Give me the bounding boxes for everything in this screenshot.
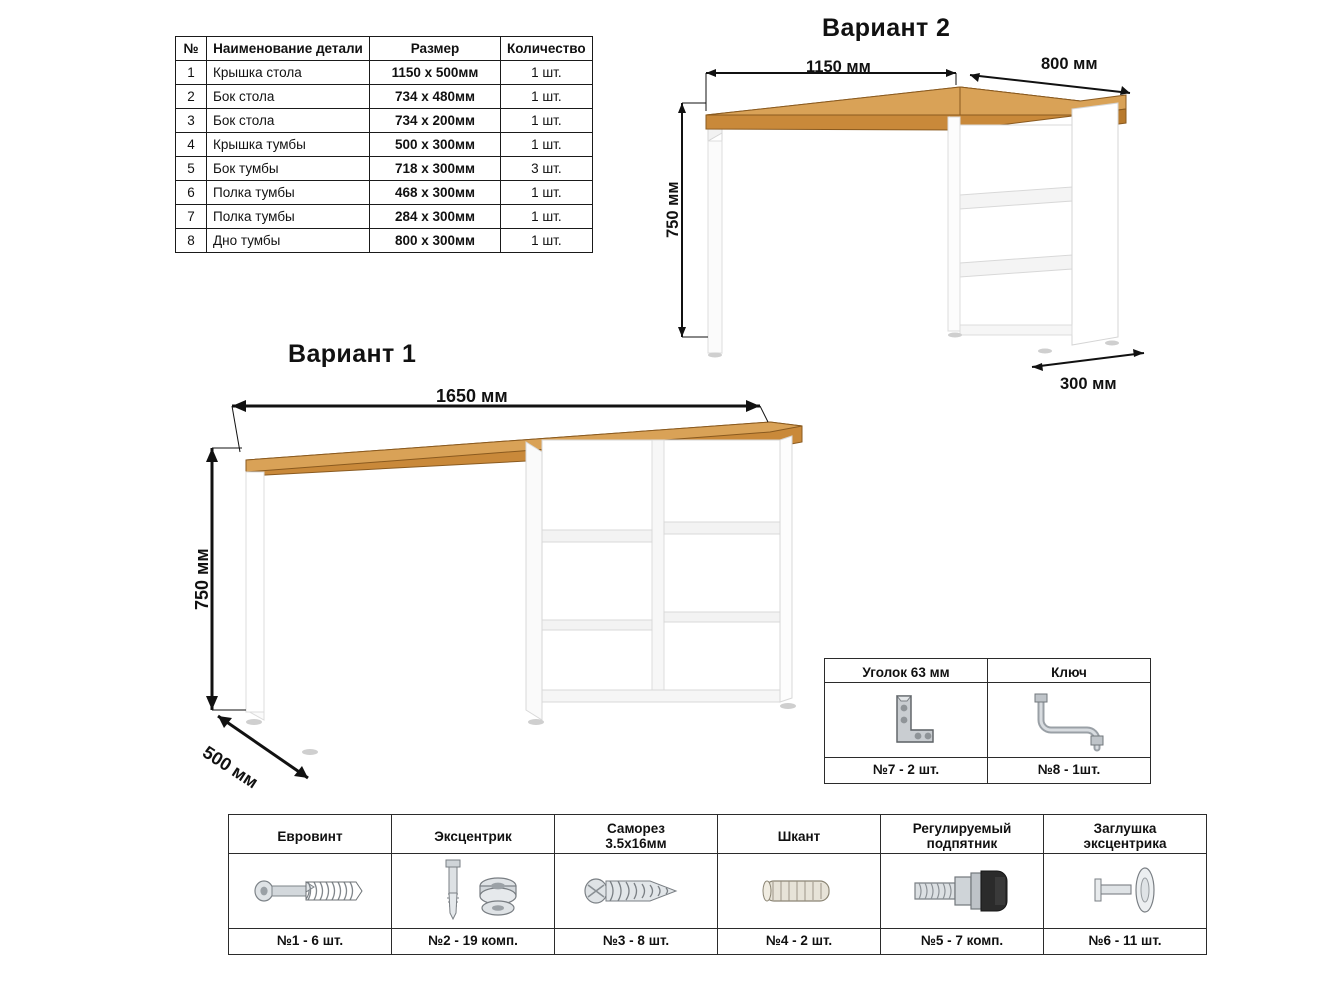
table-row <box>176 205 593 229</box>
hardware-title-row <box>229 815 1207 854</box>
cam-cover-cell <box>1044 854 1207 929</box>
cell-size: 734 х 200мм <box>370 109 501 133</box>
col-header-name: Наименование детали <box>207 37 370 61</box>
euro-screw-cell <box>229 854 392 929</box>
hardware-title-cam-cover <box>1044 815 1207 854</box>
hardware-qty-adjustable-foot: №5 - 7 комп. <box>881 929 1044 955</box>
dowel-icon <box>751 871 847 911</box>
cell-size: 1150 х 500мм <box>370 61 501 85</box>
euro-screw-icon <box>248 869 372 913</box>
hex-key-icon <box>1019 688 1119 752</box>
hardware-title-euro-screw: Евровинт <box>229 815 392 854</box>
cell-qty: 1 шт. <box>501 109 593 133</box>
col-header-qty: Количество <box>501 37 593 61</box>
cell-name: Бок стола <box>207 109 370 133</box>
cell-size: 800 х 300мм <box>370 229 501 253</box>
table-row <box>176 229 593 253</box>
col-header-size: Размер <box>370 37 501 61</box>
adjustable-foot-cell <box>881 854 1044 929</box>
hardware-title-hex-key: Ключ <box>988 659 1151 683</box>
screw-title-line2: 3.5x16мм <box>605 836 667 851</box>
cell-qty: 1 шт. <box>501 181 593 205</box>
cell-name: Крышка тумбы <box>207 133 370 157</box>
cell-name: Бок стола <box>207 85 370 109</box>
cell-name: Бок тумбы <box>207 157 370 181</box>
cover-title-line2: эксцентрика <box>1083 836 1167 851</box>
hardware-image-row <box>229 854 1207 929</box>
hardware-qty-row <box>229 929 1207 955</box>
variant2-drawing <box>660 55 1180 415</box>
variant1-drawing <box>190 380 830 800</box>
cell-num: 2 <box>176 85 207 109</box>
cam-cover-icon <box>1075 863 1175 919</box>
screw-title-line1: Саморез <box>607 821 665 836</box>
cell-qty: 1 шт. <box>501 229 593 253</box>
corner-bracket-cell <box>825 683 988 758</box>
cell-name: Крышка стола <box>207 61 370 85</box>
variant1-illustration <box>190 380 830 800</box>
cell-name: Полка тумбы <box>207 181 370 205</box>
hardware-qty-cam-lock: №2 - 19 комп. <box>392 929 555 955</box>
table-row <box>176 133 593 157</box>
adjustable-foot-icon <box>907 863 1017 919</box>
hardware-table-bottom <box>228 814 1207 955</box>
hardware-qty-euro-screw: №1 - 6 шт. <box>229 929 392 955</box>
cell-qty: 1 шт. <box>501 133 593 157</box>
foot-title-line2: подпятник <box>926 836 998 851</box>
variant1-width-label: 1650 мм <box>436 386 508 406</box>
hardware-title-cam-lock: Эксцентрик <box>392 815 555 854</box>
cell-size: 284 х 300мм <box>370 205 501 229</box>
foot-title-line1: Регулируемый <box>912 821 1012 836</box>
cell-num: 5 <box>176 157 207 181</box>
cell-num: 1 <box>176 61 207 85</box>
table-header-row <box>176 37 593 61</box>
variant2-depth-label: 800 мм <box>1041 55 1098 73</box>
hardware-title-corner-bracket: Уголок 63 мм <box>825 659 988 683</box>
cell-num: 6 <box>176 181 207 205</box>
cell-size: 734 х 480мм <box>370 85 501 109</box>
hardware-title-adjustable-foot <box>881 815 1044 854</box>
hardware-title-row <box>825 659 1151 683</box>
hardware-qty-cam-cover: №6 - 11 шт. <box>1044 929 1207 955</box>
cam-lock-cell <box>392 854 555 929</box>
cell-name: Дно тумбы <box>207 229 370 253</box>
hardware-qty-row <box>825 758 1151 784</box>
variant1-height-label: 750 мм <box>192 548 212 610</box>
cell-qty: 3 шт. <box>501 157 593 181</box>
cell-num: 4 <box>176 133 207 157</box>
hardware-qty-dowel: №4 - 2 шт. <box>718 929 881 955</box>
variant2-illustration <box>660 55 1180 415</box>
variant2-title: Вариант 2 <box>822 14 951 42</box>
hardware-qty-self-tapping-screw: №3 - 8 шт. <box>555 929 718 955</box>
cell-size: 718 х 300мм <box>370 157 501 181</box>
cell-name: Полка тумбы <box>207 205 370 229</box>
hardware-title-self-tapping-screw <box>555 815 718 854</box>
self-tapping-screw-cell <box>555 854 718 929</box>
hex-key-cell <box>988 683 1151 758</box>
cell-qty: 1 шт. <box>501 61 593 85</box>
parts-table <box>175 36 593 253</box>
variant1-depth-label: 500 мм <box>199 742 262 793</box>
table-row <box>176 85 593 109</box>
hardware-qty-corner-bracket: №7 - 2 шт. <box>825 758 988 784</box>
variant2-bottom-label: 300 мм <box>1060 375 1117 393</box>
variant2-height-label: 750 мм <box>664 181 682 238</box>
variant2-width-label: 1150 мм <box>806 58 871 76</box>
cover-title-line1: Заглушка <box>1093 821 1157 836</box>
hardware-qty-hex-key: №8 - 1шт. <box>988 758 1151 784</box>
hardware-table-top <box>824 658 1151 784</box>
cell-qty: 1 шт. <box>501 85 593 109</box>
hardware-image-row <box>825 683 1151 758</box>
cell-num: 7 <box>176 205 207 229</box>
table-row <box>176 109 593 133</box>
self-tapping-screw-icon <box>576 869 696 913</box>
dowel-cell <box>718 854 881 929</box>
hardware-title-dowel: Шкант <box>718 815 881 854</box>
table-row <box>176 181 593 205</box>
cell-qty: 1 шт. <box>501 205 593 229</box>
table-row <box>176 61 593 85</box>
cell-size: 468 х 300мм <box>370 181 501 205</box>
variant1-title: Вариант 1 <box>288 340 417 368</box>
col-header-num: № <box>176 37 207 61</box>
cell-size: 500 х 300мм <box>370 133 501 157</box>
cell-num: 8 <box>176 229 207 253</box>
table-row <box>176 157 593 181</box>
cell-num: 3 <box>176 109 207 133</box>
corner-bracket-icon <box>871 688 941 752</box>
cam-lock-icon <box>418 856 528 926</box>
